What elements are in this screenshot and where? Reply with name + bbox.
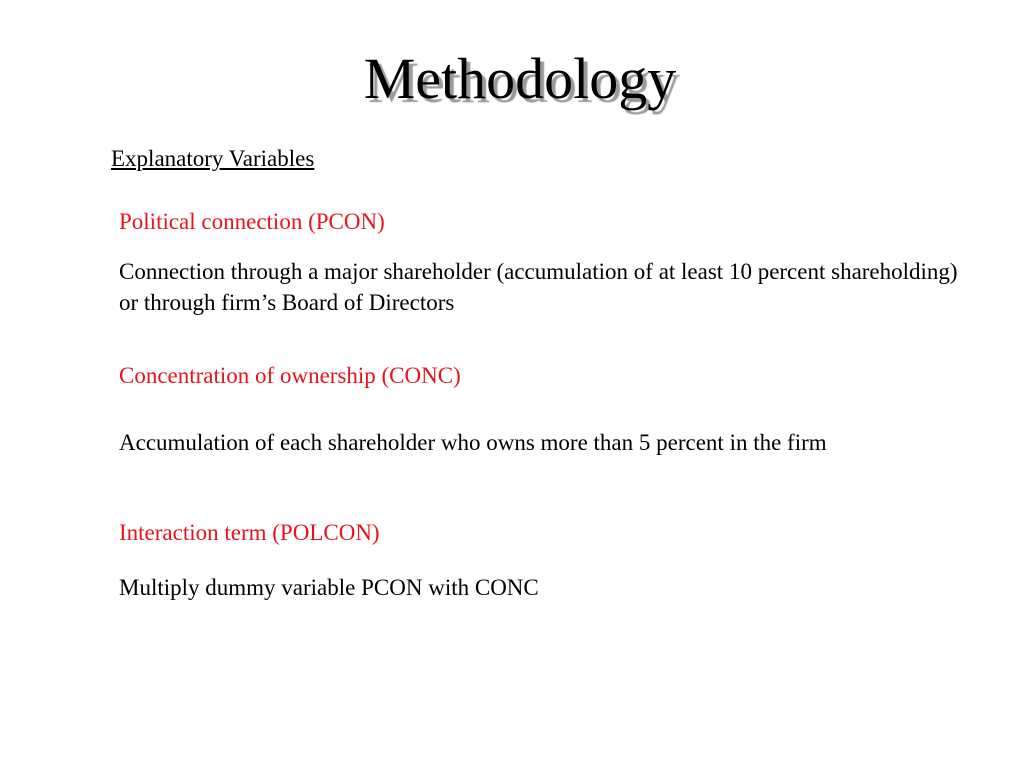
variable-heading-polcon: Interaction term (POLCON) [119, 520, 380, 545]
variable-heading-pcon: Political connection (PCON) [119, 209, 385, 234]
variable-heading-conc: Concentration of ownership (CONC) [119, 363, 461, 388]
variable-description-polcon: Multiply dummy variable PCON with CONC [119, 575, 539, 600]
variable-description-conc: Accumulation of each shareholder who owns more than 5 percent in the firm [119, 430, 827, 455]
section-subtitle: Explanatory Variables [111, 146, 315, 171]
variable-description-pcon: Connection through a major shareholder (accumulation of at least 10 percent shareholding) or through firm’s Board of Directors [119, 259, 958, 315]
slide-title: Methodology [363, 46, 677, 111]
